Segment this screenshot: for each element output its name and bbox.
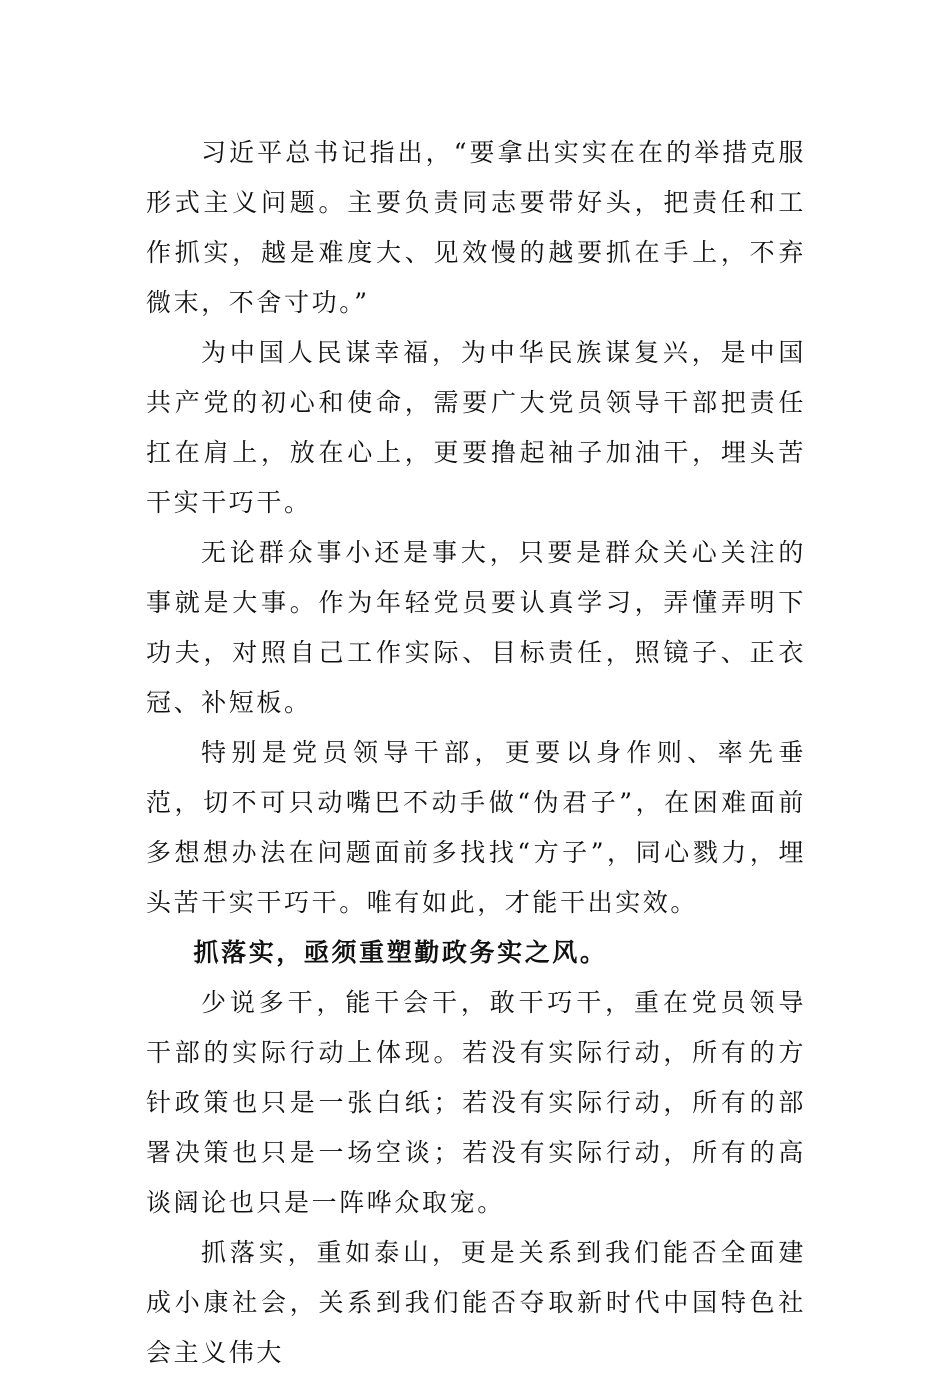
paragraph-1: 习近平总书记指出，“要拿出实实在在的举措克服形式主义问题。主要负责同志要带好头，把责任和工作抓实，越是难度大、见效慢的越要抓在手上，不弃微末，不舍寸功。” <box>146 138 806 317</box>
paragraph-2: 为中国人民谋幸福，为中华民族谋复兴，是中国共产党的初心和使命，需要广大党员领导干部把责任扛在肩上，放在心上，更要撸起袖子加油干，埋头苦干实干巧干。 <box>146 338 806 517</box>
paragraph-6: 抓落实，重如泰山，更是关系到我们能否全面建成小康社会，关系到我们能否夺取新时代中国特色社会主义伟大 <box>146 1238 806 1367</box>
paragraph-4: 特别是党员领导干部，更要以身作则、率先垂范，切不可只动嘴巴不动手做“伪君子”，在困难面前多想想办法在问题面前多找找“方子”，同心戮力，埋头苦干实干巧干。唯有如此，才能干出实效。 <box>146 738 806 917</box>
paragraph-5: 少说多干，能干会干，敢干巧干，重在党员领导干部的实际行动上体现。若没有实际行动，所有的方针政策也只是一张白纸；若没有实际行动，所有的部署决策也只是一场空谈；若没有实际行动，所有的高谈阔论也只是一阵哗众取宠。 <box>146 988 806 1217</box>
section-heading: 抓落实，亟须重塑勤政务实之风。 <box>193 938 608 967</box>
paragraph-3: 无论群众事小还是事大，只要是群众关心关注的事就是大事。作为年轻党员要认真学习，弄懂弄明下功夫，对照自己工作实际、目标责任，照镜子、正衣冠、补短板。 <box>146 538 806 717</box>
document-body <box>146 128 806 1378</box>
